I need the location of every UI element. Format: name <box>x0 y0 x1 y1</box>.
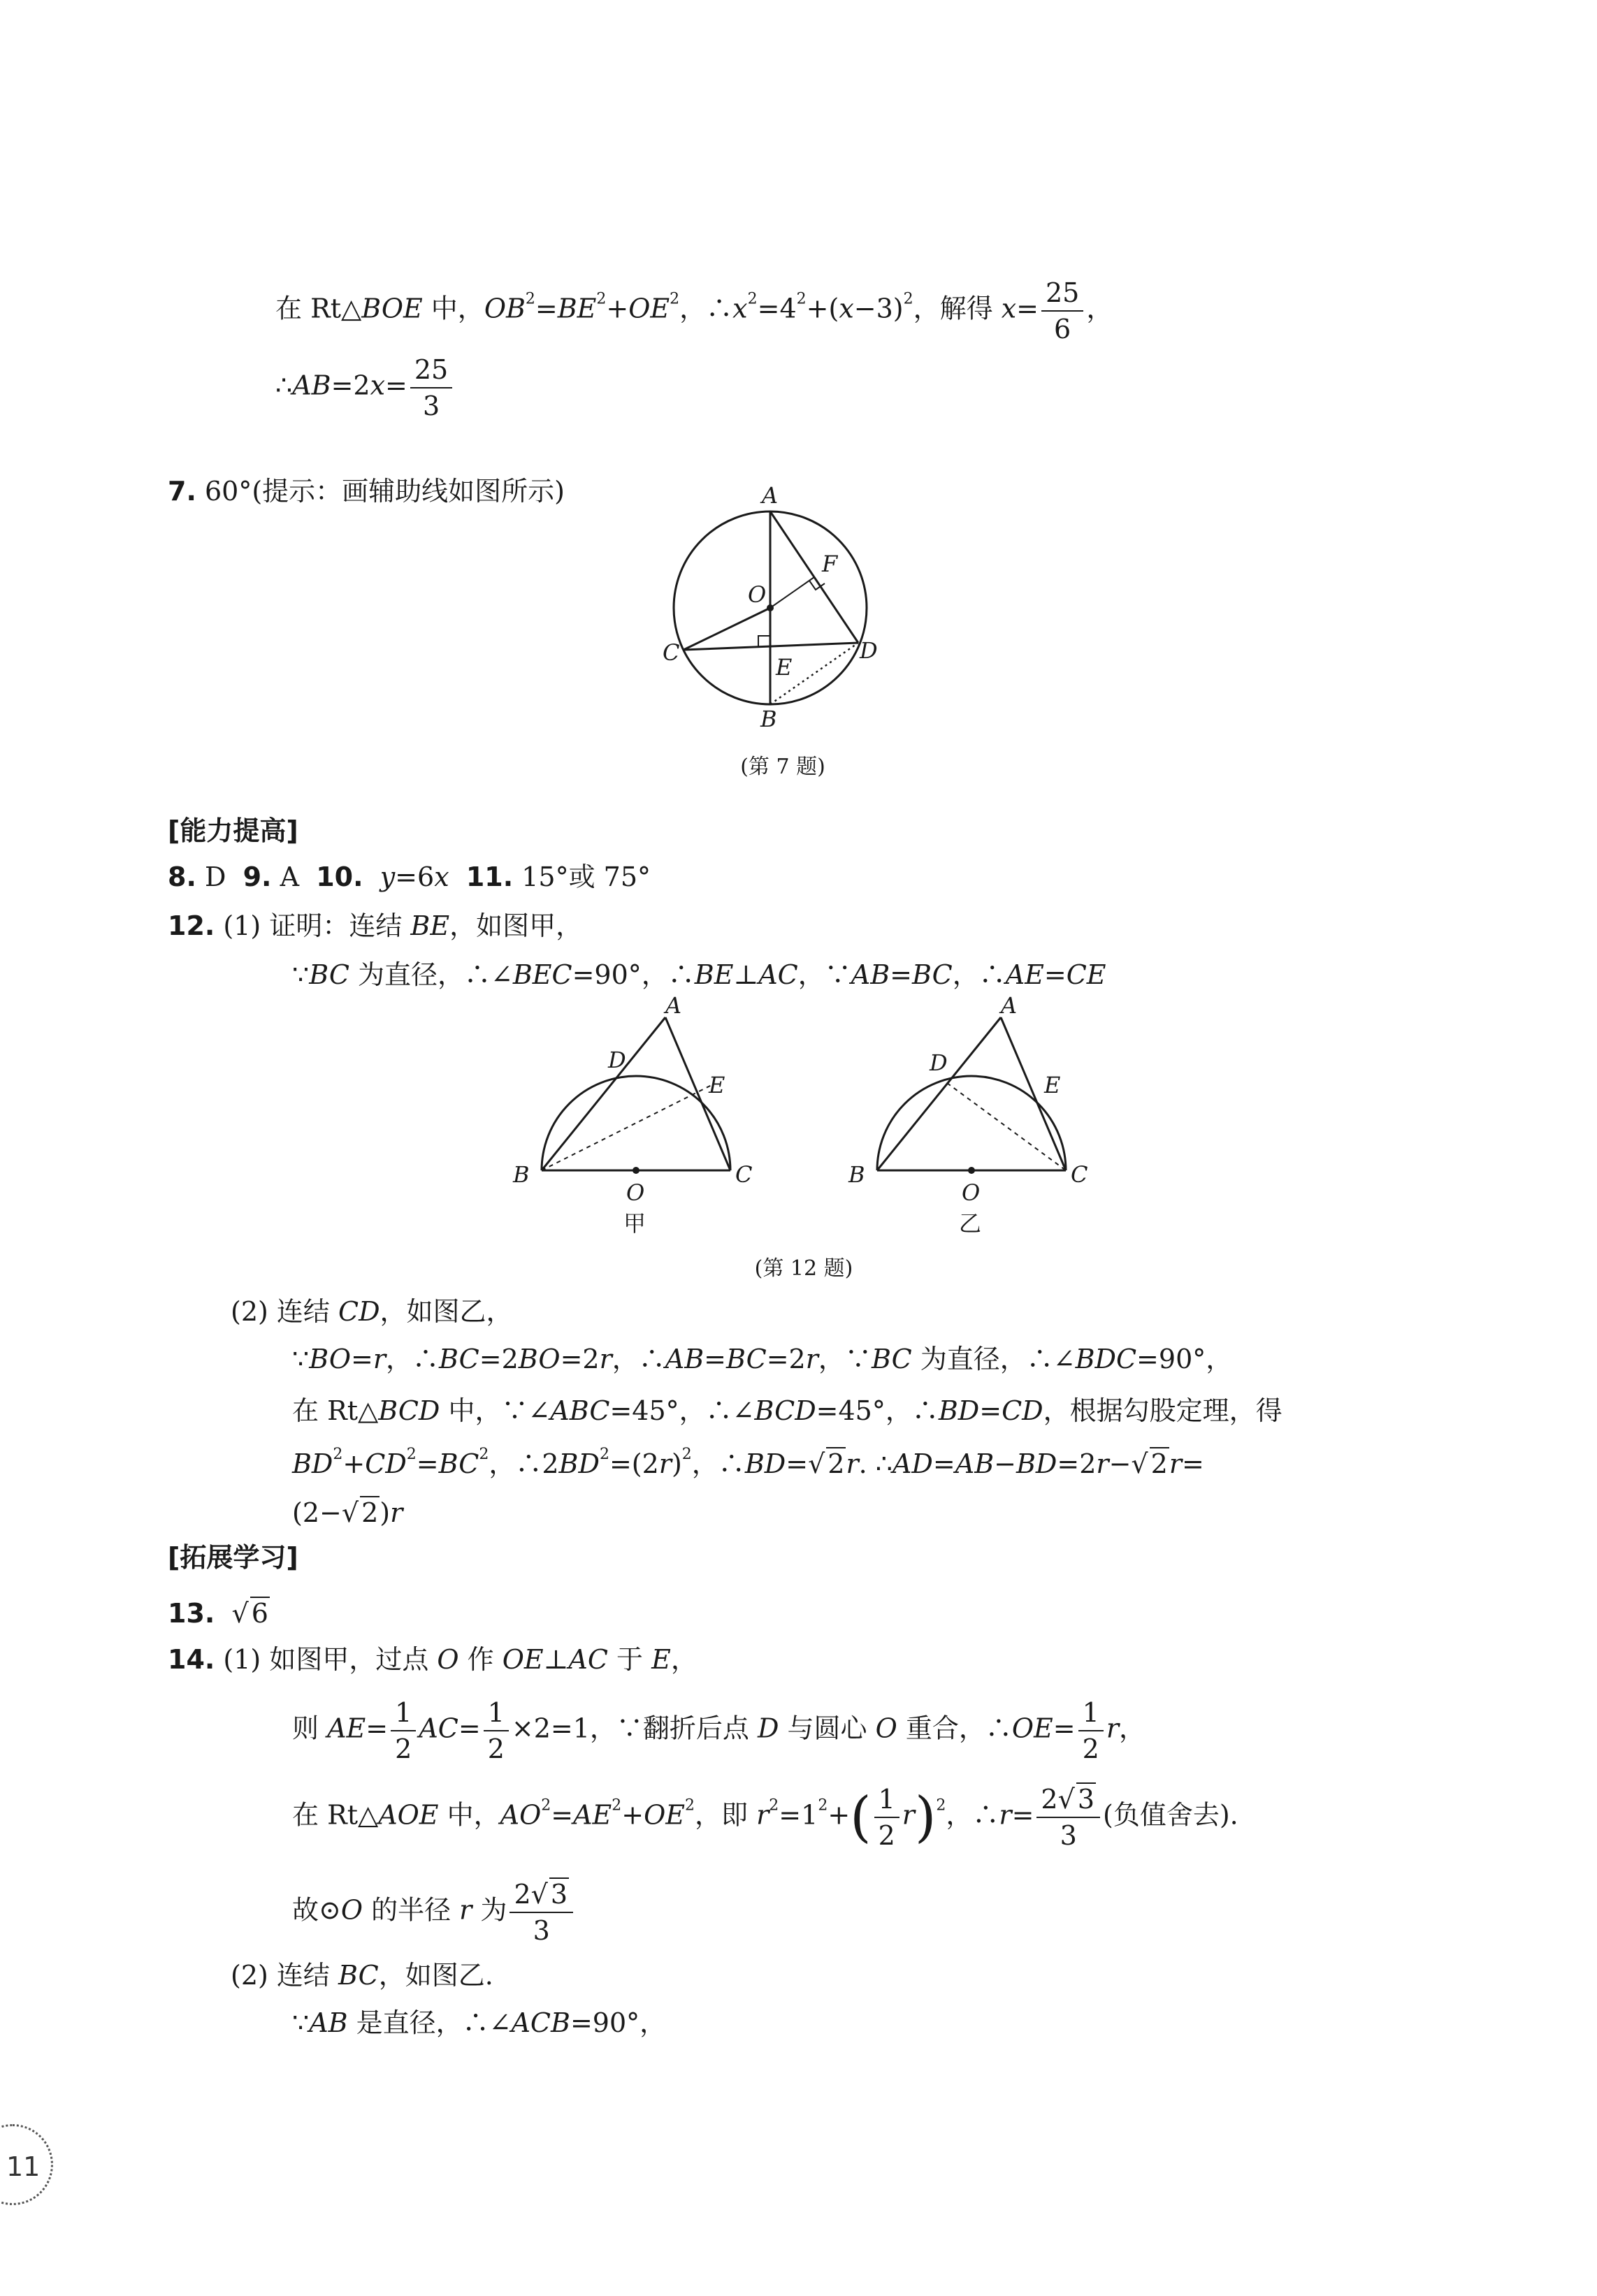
fig7-label-B: B <box>760 706 777 732</box>
fig7-label-F: F <box>822 551 838 577</box>
answer-12-part2: (2) 连结 CD，如图乙， <box>231 1296 513 1327</box>
answer-14-line1: 则 AE= $\frac{1}{2}$ AC= $\frac{1}{2}$ ×2=1，∵翻折后点 D 与圆心 O 重合，∴OE= $\frac{1}{2}$ r， <box>292 1697 1146 1764</box>
answer-12-reasoning: ∵BC 为直径，∴∠BEC=90°，∴BE⊥AC，∵AB=BC，∴AE=CE <box>292 959 1106 990</box>
page-number: 11 <box>6 2151 41 2182</box>
fig12-jia-label-E: E <box>709 1072 725 1098</box>
fraction-2-sqrt3-over-3: $\frac{2√ 3}{3}$ <box>1036 1786 1100 1849</box>
fig12-yi-name: 乙 <box>959 1210 982 1237</box>
answer-12-part1: 12. (1) 证明：连结 BE，如图甲， <box>168 910 583 941</box>
section-extension: [拓展学习] <box>168 1542 298 1573</box>
fraction-2-sqrt3-over-3: $\frac{2√ 3}{3}$ <box>510 1881 573 1944</box>
fraction-one-half: $\frac{1}{2}$ <box>874 1786 899 1849</box>
fig12-jia-label-D: D <box>608 1047 626 1073</box>
answer-12-part2-line1: ∵BO=r，∴BC=2BO=2r，∴AB=BC=2r，∵BC 为直径，∴∠BDC=90°， <box>292 1344 1233 1374</box>
figure-12-caption: (第 12 题) <box>754 1256 853 1281</box>
fig12-yi-label-O: O <box>962 1179 981 1206</box>
answer-12-part2-line2: 在 Rt△BCD 中，∵∠ABC=45°，∴∠BCD=45°，∴BD=CD，根据勾股定理，得 <box>292 1395 1282 1426</box>
fig12-yi-label-E: E <box>1044 1072 1061 1098</box>
fraction-one-half: $\frac{1}{2}$ <box>1078 1699 1104 1762</box>
figure-12-yi <box>839 992 1118 1244</box>
fig7-label-C: C <box>663 639 680 666</box>
answer-14-line2: 在 Rt△AOE 中，$AO^2=AE^2+OE^2$，即 $r^2=1^2+$( $\frac{1}{2}$ r)$^2$，∴r= $\frac{2√ 3}{3}$ (负值舍去). <box>292 1784 1238 1851</box>
fig7-label-E: E <box>776 654 793 681</box>
fig12-yi-label-C: C <box>1071 1161 1088 1188</box>
fig12-jia-label-B: B <box>513 1161 530 1188</box>
line-ab-result: ∴AB=2x= $\frac{25}{3}$ <box>275 356 455 419</box>
fig7-label-D: D <box>860 637 878 664</box>
fig7-label-A: A <box>762 482 779 509</box>
fraction-one-half: $\frac{1}{2}$ <box>391 1699 416 1762</box>
fig12-jia-label-A: A <box>665 992 682 1019</box>
line-rt-boe: 在 Rt△BOE 中，$OB^2=BE^2+OE^2$，$\therefore x^2=4^2+(x-3)^2$，解得 x= $\frac{25}{6}$ ， <box>275 277 1113 344</box>
figure-7-circle-diagram <box>650 482 888 734</box>
fig12-jia-name: 甲 <box>623 1210 646 1237</box>
answer-14-part2: (2) 连结 BC，如图乙. <box>231 1960 493 1991</box>
answer-12-part2-line3: $BD^2+CD^2=BC^2$，$\therefore 2BD^2=(2r)^2$，∴BD=√ 2r. ∴AD=AB−BD=2r−√ 2r= <box>292 1446 1204 1479</box>
fig7-label-O: O <box>748 581 767 608</box>
fig12-jia-label-C: C <box>735 1161 753 1188</box>
fraction-25-6: $\frac{25}{6}$ <box>1041 279 1083 342</box>
fraction-25-3: $\frac{25}{3}$ <box>410 356 452 419</box>
fig12-yi-label-A: A <box>1001 992 1018 1019</box>
answer-14-part2-line1: ∵AB 是直径，∴∠ACB=90°， <box>292 2007 667 2038</box>
fraction-one-half: $\frac{1}{2}$ <box>484 1699 509 1762</box>
figure-12-jia <box>503 992 783 1244</box>
answer-7: 7. 60°(提示：画辅助线如图所示) <box>168 476 565 507</box>
section-ability: [能力提高] <box>168 815 298 846</box>
fig12-yi-label-D: D <box>930 1049 948 1076</box>
fig12-jia-label-O: O <box>626 1179 645 1206</box>
answer-14-line3: 故⊙O 的半径 r 为 $\frac{2√ 3}{3}$ <box>292 1881 576 1944</box>
fig12-yi-label-B: B <box>848 1161 865 1188</box>
page-number-badge <box>0 2124 53 2205</box>
figure-7-caption: (第 7 题) <box>740 755 825 779</box>
answer-14-part1: 14. (1) 如图甲，过点 O 作 OE⊥AC 于 E， <box>168 1644 698 1675</box>
answer-12-part2-line4: (2−√ 2)r <box>292 1497 403 1528</box>
answers-8-11: 8. D 9. A 10. y=6x 11. 15°或 75° <box>168 862 651 892</box>
answer-13: 13. √ 6 <box>168 1598 268 1629</box>
